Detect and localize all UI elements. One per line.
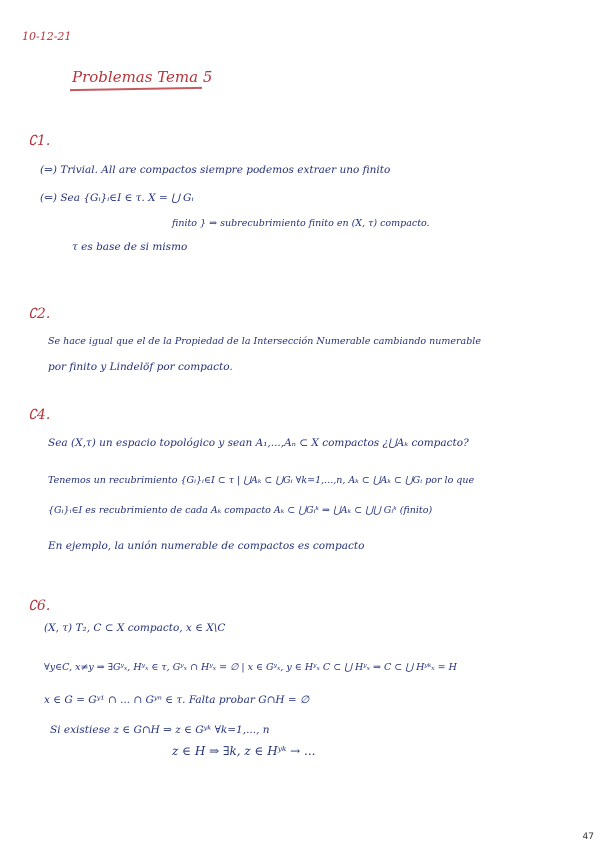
- problem-6-line-1: (X, τ) T₂, C ⊂ X compacto, x ∈ X\C: [44, 622, 226, 634]
- problem-4-line-2: Tenemos un recubrimiento {Gᵢ}ᵢ∈I ⊂ τ | ⋃Aₖ ⊂ ⋃Gᵢ ∀k=1,...,n, Aₖ ⊂ ⋃Aₖ ⊂ ⋃Gᵢ por lo que: [48, 475, 475, 486]
- problem-1-number: ∁1.: [28, 133, 51, 149]
- problem-4-number: ∁4.: [28, 407, 51, 423]
- page-title: Problemas Tema 5: [72, 68, 213, 86]
- problem-4-line-4: En ejemplo, la unión numerable de compactos es compacto: [48, 540, 365, 552]
- problem-4-line-1: Sea (X,τ) un espacio topológico y sean A₁,...,Aₙ ⊂ X compactos ¿⋃Aₖ compacto?: [48, 437, 469, 449]
- title-underline: [70, 87, 202, 91]
- problem-1-line-2: (⇐) Sea {Gᵢ}ᵢ∈I ∈ τ. X = ⋃ Gᵢ: [40, 192, 194, 204]
- problem-6-line-3: x ∈ G = Gʸ¹ ∩ ... ∩ Gʸⁿ ∈ τ. Falta probar G∩H = ∅: [44, 694, 310, 706]
- problem-2-number: ∁2.: [28, 306, 51, 322]
- problem-2-line-1: Se hace igual que el de la Propiedad de la Intersección Numerable cambiando numerable: [48, 336, 481, 347]
- date-heading: 10-12-21: [22, 30, 72, 43]
- problem-4-line-3: {Gᵢ}ᵢ∈I es recubrimiento de cada Aₖ compacto Aₖ ⊂ ⋃Gᵢᵏ ⇒ ⋃Aₖ ⊂ ⋃⋃ Gᵢᵏ (finito): [48, 505, 433, 516]
- page-number: 47: [582, 832, 594, 842]
- problem-6-number: ∁6.: [28, 598, 51, 614]
- problem-1-line-1: (⇒) Trivial. All are compactos siempre podemos extraer uno finito: [40, 164, 391, 176]
- problem-6-line-2: ∀y∈C, x≠y ⇒ ∃Gʸₓ, Hʸₓ ∈ τ, Gʸₓ ∩ Hʸₓ = ∅ | x ∈ Gʸₓ, y ∈ Hʸₓ C ⊂ ⋃ Hʸₓ ⇒ C ⊂ ⋃ Hʸᵏₓ = H: [44, 662, 457, 673]
- problem-1-line-4: τ es base de si mismo: [72, 241, 188, 253]
- problem-2-line-2: por finito y Lindelöf por compacto.: [48, 361, 233, 373]
- problem-6-line-4: Si existiese z ∈ G∩H ⇒ z ∈ Gʸᵏ ∀k=1,..., n: [50, 724, 270, 736]
- problem-1-line-3: finito } ⇒ subrecubrimiento finito en (X, τ) compacto.: [172, 218, 430, 229]
- problem-6-line-5: z ∈ H ⇒ ∃k, z ∈ Hʸᵏ → ...: [172, 744, 316, 758]
